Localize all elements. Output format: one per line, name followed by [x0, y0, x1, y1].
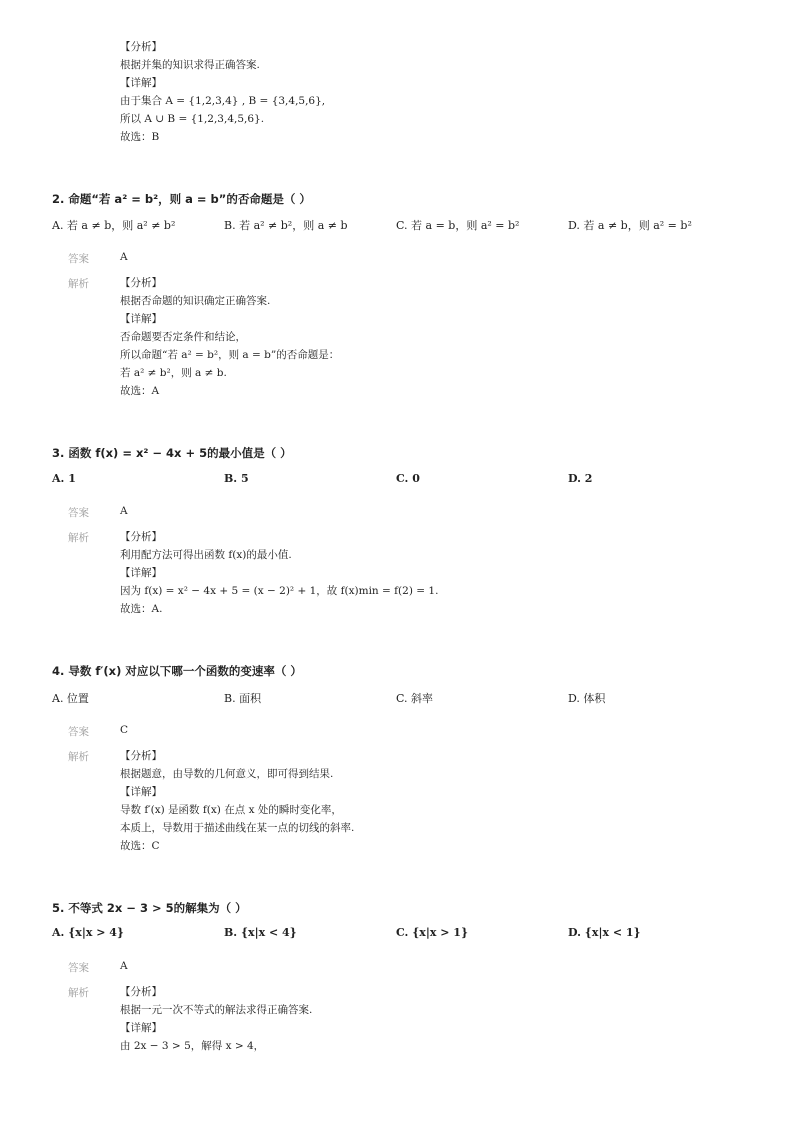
analysis-label: 解析 [68, 278, 89, 290]
analysis-line: 故选：A [120, 385, 160, 397]
analysis-line: 本质上，导数用于描述曲线在某一点的切线的斜率. [120, 822, 355, 834]
analysis-label: 解析 [68, 987, 89, 999]
answer-label: 答案 [68, 253, 89, 265]
option-b: B. 5 [224, 472, 249, 485]
question-title: 4. 导数 f′(x) 对应以下哪一个函数的变速率（ ） [52, 664, 302, 678]
analysis-line: 【详解】 [120, 567, 162, 579]
option-c: C. 0 [396, 472, 420, 485]
option-a: A. {x|x > 4} [52, 926, 124, 939]
option-a: A. 位置 [52, 692, 89, 705]
option-c: C. 斜率 [396, 692, 434, 705]
analysis-line: 【详解】 [120, 1022, 162, 1034]
analysis-line: 故选：C [120, 840, 160, 852]
option-d: D. 若 a ≠ b，则 a² = b² [568, 219, 692, 232]
solution-line: 【分析】 [120, 41, 162, 53]
analysis-line: 若 a² ≠ b²，则 a ≠ b. [120, 367, 227, 379]
option-b: B. {x|x < 4} [224, 926, 297, 939]
answer-value: A [120, 505, 128, 517]
answer-label: 答案 [68, 962, 89, 974]
answer-value: A [120, 251, 128, 263]
analysis-line: 【分析】 [120, 986, 162, 998]
analysis-line: 由 2x − 3 > 5，解得 x > 4， [120, 1040, 265, 1052]
analysis-line: 利用配方法可得出函数 f(x)的最小值. [120, 549, 292, 561]
option-c: C. {x|x > 1} [396, 926, 469, 939]
analysis-line: 【详解】 [120, 313, 162, 325]
solution-line: 所以 A ∪ B = {1,2,3,4,5,6}. [120, 113, 265, 125]
question-title: 2. 命题“若 a² = b²，则 a = b”的否命题是（ ） [52, 192, 311, 206]
analysis-label: 解析 [68, 751, 89, 763]
answer-value: C [120, 724, 129, 736]
answer-label: 答案 [68, 726, 89, 738]
analysis-line: 否命题要否定条件和结论， [120, 331, 246, 343]
analysis-line: 根据一元一次不等式的解法求得正确答案. [120, 1004, 313, 1016]
option-d: D. 2 [568, 472, 593, 485]
option-b: B. 面积 [224, 692, 262, 705]
analysis-line: 【分析】 [120, 531, 162, 543]
solution-line: 根据并集的知识求得正确答案. [120, 59, 260, 71]
solution-line: 故选：B [120, 131, 160, 143]
solution-line: 由于集合 A = {1,2,3,4} , B = {3,4,5,6}, [120, 95, 326, 107]
analysis-label: 解析 [68, 532, 89, 544]
analysis-line: 根据题意，由导数的几何意义，即可得到结果. [120, 768, 334, 780]
answer-value: A [120, 960, 128, 972]
option-c: C. 若 a = b，则 a² = b² [396, 219, 520, 232]
option-d: D. {x|x < 1} [568, 926, 641, 939]
analysis-line: 【分析】 [120, 277, 162, 289]
option-a: A. 若 a ≠ b，则 a² ≠ b² [52, 219, 176, 232]
option-d: D. 体积 [568, 692, 606, 705]
analysis-line: 所以命题“若 a² = b²，则 a = b”的否命题是： [120, 349, 340, 361]
analysis-line: 故选：A. [120, 603, 163, 615]
analysis-line: 导数 f′(x) 是函数 f(x) 在点 x 处的瞬时变化率， [120, 804, 342, 816]
solution-line: 【详解】 [120, 77, 162, 89]
analysis-line: 【详解】 [120, 786, 162, 798]
option-b: B. 若 a² ≠ b²，则 a ≠ b [224, 219, 348, 232]
answer-label: 答案 [68, 507, 89, 519]
analysis-line: 【分析】 [120, 750, 162, 762]
question-title: 5. 不等式 2x − 3 > 5的解集为（ ） [52, 901, 247, 915]
analysis-line: 因为 f(x) = x² − 4x + 5 = (x − 2)² + 1，故 f(x)min = f(2) = 1. [120, 585, 439, 597]
question-title: 3. 函数 f(x) = x² − 4x + 5的最小值是（ ） [52, 446, 292, 460]
option-a: A. 1 [52, 472, 76, 485]
analysis-line: 根据否命题的知识确定正确答案. [120, 295, 271, 307]
